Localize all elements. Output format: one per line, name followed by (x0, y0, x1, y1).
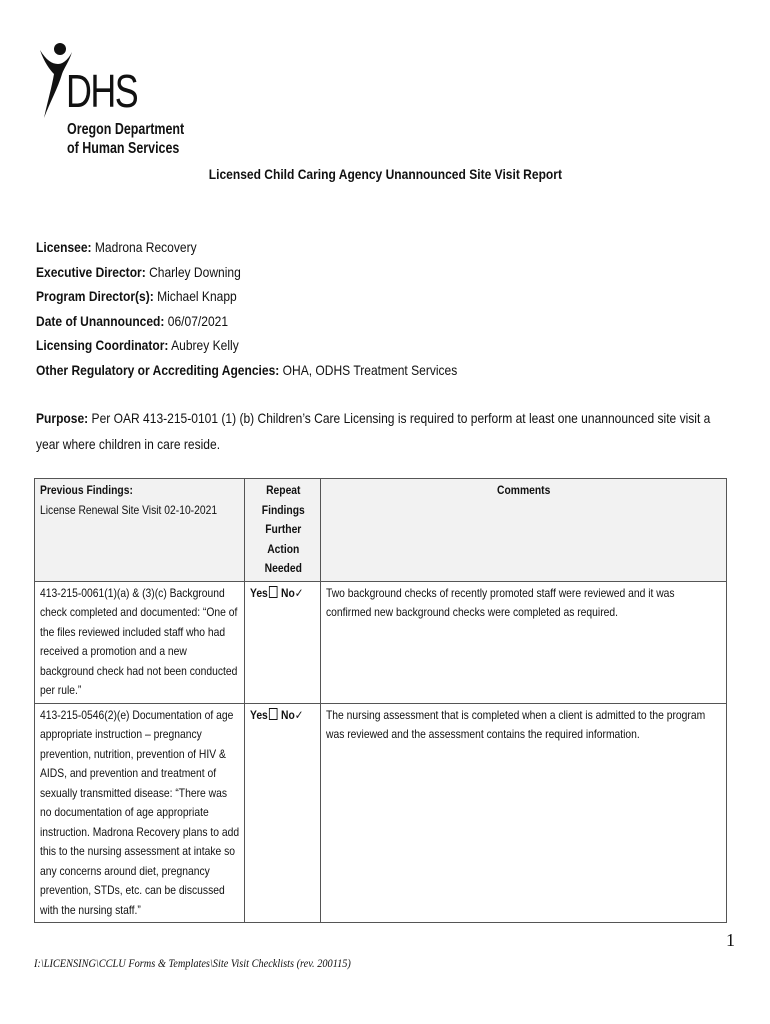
comment-cell: Two background checks of recently promoted staff were reviewed and it was confirmed new background checks were completed as required. (321, 581, 727, 703)
repeat-cell: Yes No✓ (245, 581, 321, 703)
table-header-row (35, 479, 727, 582)
coordinator-line: Licensing Coordinator: Aubrey Kelly (36, 337, 239, 353)
table-row (35, 581, 727, 703)
comments-header: Comments (321, 479, 727, 582)
licensee-line: Licensee: Madrona Recovery (36, 239, 197, 255)
logo-org-line1: Oregon Department (67, 121, 185, 138)
page-number: 1 (726, 930, 735, 950)
repeat-findings-header: Repeat Findings Further Action Needed (245, 479, 321, 582)
findings-table (34, 478, 727, 923)
executive-director-line: Executive Director: Charley Downing (36, 263, 241, 280)
logo-org-line2: of Human Services (67, 140, 180, 157)
licensee-info (36, 235, 736, 382)
program-director-line: Program Director(s): Michael Knapp (36, 288, 237, 304)
repeat-cell: Yes No✓ (245, 703, 321, 923)
purpose-paragraph: Purpose: Per OAR 413-215-0101 (1) (b) Children’s Care Licensing is required to perform at least one unannounced site visit a year where children in care reside. (36, 410, 711, 452)
finding-cell: 413-215-0061(1)(a) & (3)(c) Background check completed and documented: “One of the files reviewed included staff who had received a promotion and a new background check had not been conducted per rule.” (35, 581, 245, 703)
finding-cell: 413-215-0546(2)(e) Documentation of age appropriate instruction – pregnancy prevention, nutrition, prevention of HIV & AIDS, and prevention and treatment of sexually transmitted disease: “There was no documentation of age appropriate instruction. Madrona Recovery plans to add this to the nursing assessment at intake so any concerns around diet, pregnancy prevention, STDs, etc. can be discussed with the nursing staff.” (35, 703, 245, 923)
dhs-logo (36, 40, 186, 162)
previous-findings-header: Previous Findings: License Renewal Site Visit 02-10-2021 (35, 479, 245, 582)
comment-cell: The nursing assessment that is completed when a client is admitted to the program was reviewed and the assessment contains the required information. (321, 703, 727, 923)
yes-checkbox (269, 586, 278, 598)
report-title: Licensed Child Caring Agency Unannounced Site Visit Report (208, 166, 562, 182)
table-row (35, 703, 727, 923)
logo-brand: DHS (66, 65, 138, 117)
date-line: Date of Unannounced: 06/07/2021 (36, 312, 229, 329)
yes-checkbox (269, 708, 278, 720)
other-agencies-line: Other Regulatory or Accrediting Agencies: OHA, ODHS Treatment Services (36, 361, 458, 378)
footer-path: I:\LICENSING\CCLU Forms & Templates\Site Visit Checklists (rev. 200115) (34, 956, 351, 970)
